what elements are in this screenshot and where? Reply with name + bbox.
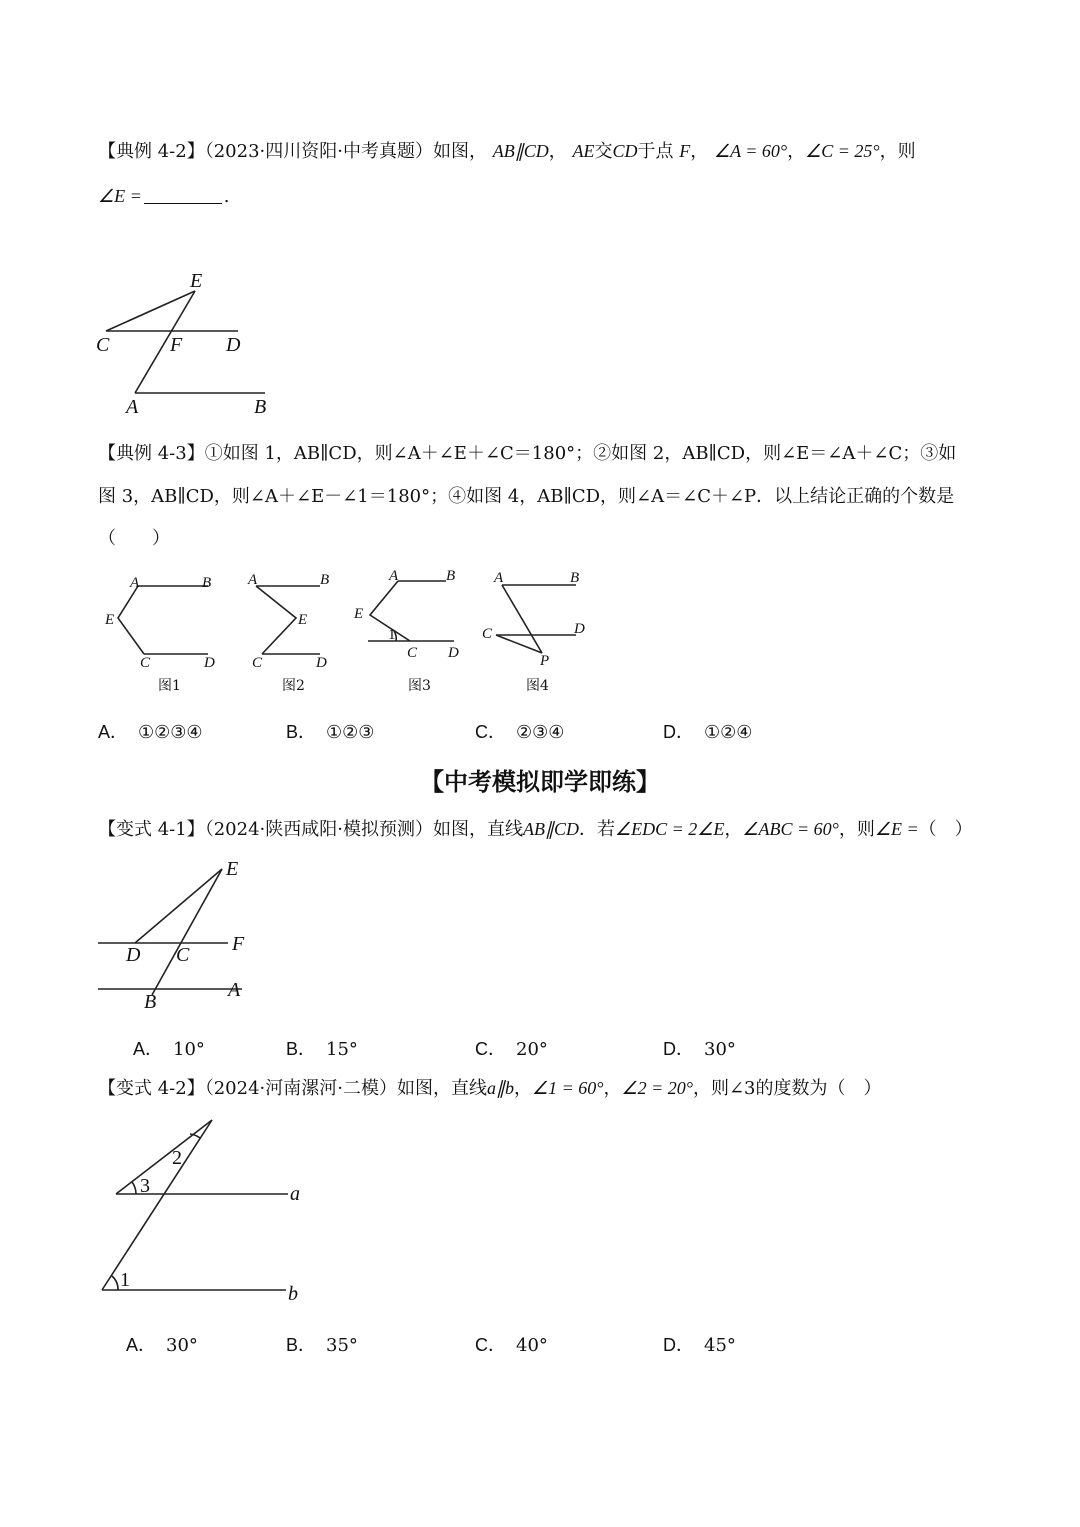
point-d-label: D: [126, 944, 141, 966]
v42-source: （2024·河南漯河·二模）: [204, 1078, 397, 1099]
option-label: B．: [286, 722, 317, 742]
ex42-text: ，: [787, 141, 806, 162]
point-e-label: E: [190, 270, 203, 292]
ex42-math-angle-c: ∠C = 25°: [805, 141, 880, 161]
fig3-angle-1-label: 1: [388, 627, 396, 643]
ex42-question-line1: [98, 142, 916, 161]
ex43-question-line1: [98, 445, 956, 463]
fig1-point-c-label: C: [140, 655, 151, 671]
fig1-point-a-label: A: [130, 575, 140, 591]
fig3-point-e-label: E: [354, 606, 364, 622]
answer-blank: [144, 203, 222, 204]
ex43-figure-1: [100, 570, 230, 695]
fig2-point-c-label: C: [252, 655, 263, 671]
v42-text: ，则∠3的度数为（ ）: [692, 1078, 882, 1099]
fig3-point-d-label: D: [448, 645, 459, 661]
option-value: 35°: [326, 1335, 358, 1356]
v42-option-b[interactable]: [286, 1331, 358, 1357]
angle-1-label: 1: [120, 1269, 130, 1291]
option-label: D．: [663, 722, 694, 742]
v42-text: 如图，直线: [396, 1078, 487, 1099]
v41-math-parallel: AB∥CD: [522, 819, 579, 839]
v42-math-parallel: a∥b: [486, 1078, 514, 1098]
fig4-point-c-label: C: [482, 626, 493, 642]
point-c-label: C: [96, 334, 110, 356]
v42-math-angle-2: ∠2 = 20°: [621, 1078, 693, 1098]
v41-tag: 【变式 4-1】: [98, 819, 205, 840]
fig2-point-e-label: E: [298, 612, 308, 628]
option-label: B．: [286, 1335, 317, 1355]
point-e-label: E: [226, 858, 239, 880]
option-label: B．: [286, 1039, 317, 1059]
option-label: D．: [663, 1335, 694, 1355]
option-label: C．: [475, 1039, 506, 1059]
section-title: 【中考模拟即学即练】: [420, 768, 660, 796]
v42-tag: 【变式 4-2】: [98, 1078, 205, 1099]
v42-math-angle-1: ∠1 = 60°: [531, 1078, 604, 1098]
line-a-label: a: [290, 1183, 300, 1205]
fig1-point-e-label: E: [105, 612, 115, 628]
v41-option-a[interactable]: [133, 1035, 205, 1061]
option-label: A．: [133, 1039, 164, 1059]
point-b-label: B: [144, 991, 157, 1013]
v42-question-line: [98, 1079, 882, 1098]
ex42-math-cd: CD: [612, 141, 638, 161]
fig4-point-d-label: D: [574, 621, 585, 637]
v41-math-abc: ∠ABC = 60°: [742, 819, 839, 839]
option-value: 30°: [166, 1335, 198, 1356]
ex42-tag: 【典例 4-2】: [98, 141, 205, 162]
v41-text: 如图，直线: [432, 819, 523, 840]
fig4-caption: 图4: [526, 678, 549, 694]
v42-option-d[interactable]: [663, 1331, 736, 1357]
v41-text: ．若: [578, 819, 615, 840]
fig1-caption: 图1: [158, 678, 181, 694]
ex43-figure-2: [238, 570, 368, 695]
point-b-label: B: [254, 396, 267, 418]
v41-option-c[interactable]: [475, 1035, 548, 1061]
ex42-question-line2: [98, 187, 230, 206]
point-d-label: D: [226, 334, 241, 356]
v41-option-b[interactable]: [286, 1035, 358, 1061]
option-value: ①②③: [326, 722, 375, 743]
fig3-point-a-label: A: [389, 568, 399, 584]
option-value: 40°: [516, 1335, 548, 1356]
ex42-end: .: [223, 186, 230, 207]
ex42-text: 于点: [637, 141, 674, 162]
fig2-point-b-label: B: [320, 572, 330, 588]
fig2-point-d-label: D: [316, 655, 327, 671]
point-a-label: A: [228, 979, 241, 1001]
fig4-point-b-label: B: [570, 570, 580, 586]
option-label: D．: [663, 1039, 694, 1059]
point-a-label: A: [126, 396, 139, 418]
option-label: C．: [475, 1335, 506, 1355]
v41-math-edc: ∠EDC = 2∠E: [614, 819, 725, 839]
ex43-question-line2: [98, 488, 954, 506]
fig2-caption: 图2: [282, 678, 305, 694]
ex43-answer-paren: （ ）: [98, 528, 170, 549]
option-value: 30°: [704, 1039, 736, 1060]
ex42-text: ，: [548, 141, 567, 162]
ex42-math-f: F: [679, 141, 691, 161]
option-label: A．: [98, 722, 129, 742]
option-label: C．: [475, 722, 506, 742]
fig4-point-a-label: A: [494, 570, 504, 586]
ex43-figure-3: [350, 563, 480, 695]
option-value: ①②④: [704, 722, 753, 743]
ex43-option-d[interactable]: [663, 718, 752, 744]
option-value: 20°: [516, 1039, 548, 1060]
fig3-point-b-label: B: [446, 568, 456, 584]
line-b-label: b: [288, 1283, 298, 1305]
ex43-tag: 【典例 4-3】: [98, 443, 205, 464]
ex42-text: 如图，: [432, 141, 487, 162]
v41-source: （2024·陕西咸阳·模拟预测）: [204, 819, 433, 840]
v41-option-d[interactable]: [663, 1035, 736, 1061]
ex42-math-ae: AE: [572, 141, 595, 161]
option-value: ①②③④: [138, 722, 203, 743]
fig1-point-d-label: D: [204, 655, 215, 671]
option-value: 45°: [704, 1335, 736, 1356]
ex43-figure-4: [480, 563, 610, 695]
v41-math-e: ∠E =: [874, 819, 919, 839]
ex43-text-2: 图 3，AB∥CD，则∠A＋∠E－∠1＝180°；④如图 4，AB∥CD，则∠A＝∠C＋∠P．以上结论正确的个数是: [98, 486, 955, 507]
fig2-point-a-label: A: [248, 572, 258, 588]
angle-3-label: 3: [140, 1175, 150, 1197]
point-f-label: F: [170, 334, 183, 356]
option-value: ②③④: [516, 722, 565, 743]
angle-2-label: 2: [172, 1147, 182, 1169]
v42-text: ，: [603, 1078, 622, 1099]
v41-text: ，: [724, 819, 743, 840]
v41-answer-paren: （ ）: [918, 819, 973, 840]
v42-option-a[interactable]: [126, 1331, 198, 1357]
ex43-option-b[interactable]: [286, 718, 374, 744]
v42-figure: [92, 1112, 322, 1307]
option-value: 10°: [173, 1039, 205, 1060]
fig4-point-p-label: P: [540, 653, 550, 669]
v41-text: ，则: [838, 819, 875, 840]
point-c-label: C: [176, 944, 190, 966]
fig3-caption: 图3: [408, 678, 431, 694]
fig1-point-b-label: B: [202, 575, 212, 591]
ex42-source: （2023·四川资阳·中考真题）: [204, 141, 433, 162]
ex43-option-c[interactable]: [475, 718, 564, 744]
ex42-text: 交: [594, 141, 613, 162]
ex42-figure: [90, 265, 290, 420]
v42-text: ，: [513, 1078, 532, 1099]
ex43-text-1: ①如图 1，AB∥CD，则∠A＋∠E＋∠C＝180°；②如图 2，AB∥CD，则∠E＝∠A＋∠C；③如: [204, 443, 957, 464]
option-label: A．: [126, 1335, 157, 1355]
ex42-text: ，: [690, 141, 709, 162]
ex42-text: ，则: [879, 141, 916, 162]
point-f-label: F: [232, 933, 245, 955]
ex42-math-parallel: AB∥CD: [492, 141, 549, 161]
ex42-math-angle-a: ∠A = 60°: [713, 141, 788, 161]
v41-figure: [90, 855, 270, 1015]
ex43-option-a[interactable]: [98, 718, 203, 744]
v41-question-line: [98, 820, 973, 839]
ex43-question-line3: [98, 530, 170, 548]
option-value: 15°: [326, 1039, 358, 1060]
ex42-math-angle-e: ∠E =: [98, 186, 142, 206]
fig3-point-c-label: C: [407, 645, 418, 661]
v42-option-c[interactable]: [475, 1331, 548, 1357]
